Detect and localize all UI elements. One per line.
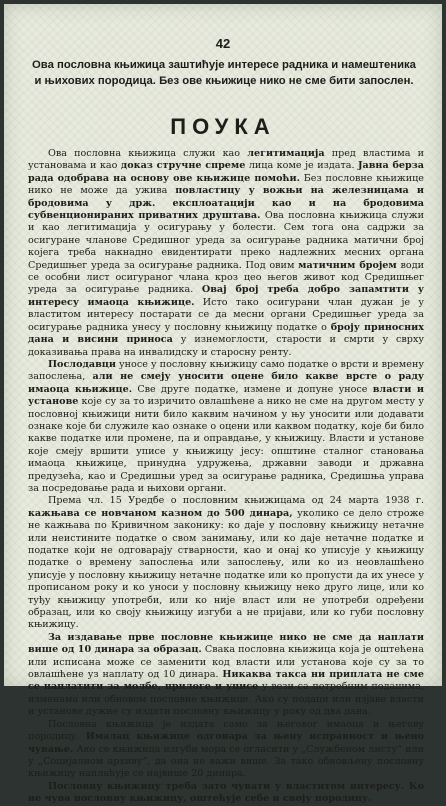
text-run: власти и установе [28, 383, 424, 408]
text-run: у вези са потребним подацима, изменама или обновом пословне књижице. Ако су подаци или изјаве власти и установе дужне су издати пословну књижицу у року од два дана. [28, 681, 425, 718]
text-run: повластицу у вожњи на железницама и бродовима у држ. експлоатацији као и на бродовима субвенционираних приватних друштава. [28, 185, 424, 222]
text-run: Пословну књижицу треба зато чувати у властитом интересу. Ко не чува пословну књижицу, оштећује себе и своју породицу. [28, 780, 424, 805]
paragraph-closing-warning [28, 781, 424, 806]
paragraph-issuance-fees [28, 632, 424, 719]
text-run: које су за то изричито овлашћене а нико не сме на другом месту у пословној књижици нити било каквим начином у њу уносити или додавати ознаке које би служиле као ознаке о оцени или каквом податку, које би било какве податке или промене, па и оправдање, у књижицу. Власти и установе које смеју вршити уписе у књижицу јесу: општине сталног становања имаоца књижице, принудна удружења, државни заводи и државна предузећа, као и Средишњи уред за осигурање радника, Средишња управа за посредовање рада и њихови органи. [28, 396, 424, 494]
text-run: доказ стручне спреме [120, 160, 246, 172]
text-run: Ако се књижица изгуби мора се огласити у „Службеном листу“ или у „Социјалном архиву“, да она не важи више. За тако обновљену пословну књижицу наплаћује се највише 20 динара. [28, 743, 424, 780]
text-run: Пословна књижица је издата само за његовог имаоца и његову породицу. [28, 718, 424, 743]
paragraph-legitimation [28, 148, 424, 359]
text-run: Овај број треба добро запамтити у интересу имаоца књижице. [28, 284, 425, 308]
text-run: кажњава се новчаном казном до 500 динара, [28, 507, 293, 519]
text-run: За издавање прве пословне књижице нико не сме да наплати више од 10 динара за образац. [28, 631, 424, 656]
paragraph-owner-responsibility [28, 719, 424, 781]
text-run: Без пословне књижице нико не може да ужива [28, 172, 424, 197]
intro-notice: Ова пословна књижица заштићује интересе радника и намештеника и њихових породица. Без ове књижице нико не сме бити запослен. [32, 59, 416, 87]
text-run: Послодавци [48, 358, 116, 370]
paragraph-penalties [28, 495, 424, 631]
text-run: Ова пословна књижица служи као [48, 148, 248, 159]
text-run: Према чл. 15 Уредбе о пословним књижицама од 24 марта 1938 г. [48, 495, 424, 507]
text-run: уколико се дело строже не кажњава по Кривичном законику: ко даје у пословну књижицу нетачне или неистините податке о свом занимању, или ко даје нетачне податке и податке који не одговарају стварности, као и онај ко уписује у књижицу податке о времену запослења или запослењу, или ко из неовлашћено уписује у пословну књижицу нетачне податке или ко пропусти да их унесе у прописаном року и ко уноси у пословну књижицу неко друго лице, или ко туђу књижицу употреби, или ко није власт или не употреби одређени образац, или ко своју књижицу изгуби а не пријави, или ко губи пословну књижицу. [28, 507, 424, 631]
paragraph-employers [28, 359, 424, 495]
page-number: 42 [215, 36, 231, 51]
page-title: ПОУКА [170, 114, 276, 139]
text-run: пред властима и установама и као [28, 148, 424, 172]
text-run: у изнемоглости, старости и смрти у сврху доказивања права на инвалидску и старосну ренту. [28, 334, 425, 358]
text-run: уносе у пословну књижицу само податке о врсти и времену запослења, [28, 358, 424, 383]
text-run: води се особни лист осигураног члана кроз цео његов живот код Средишњег уреда за осигурање радника. [28, 259, 424, 296]
text-run: Исто тако осигурани члан дужан је у властитом интересу постарати се да месни органи Средишњег уреда за осигурање радника унесу у пословну књижицу податке о [28, 296, 424, 333]
text-run: Свака пословна књижица која је оштећена или исписана може се заменити код власти или установа које су за то овлашћене уз наплату од 10 динара. [28, 644, 424, 681]
text-run: али не смеју уносити оцене било какве врсте о раду имаоца књижице. [28, 371, 424, 395]
text-run: легитимација [247, 148, 325, 159]
text-run: лица коме је издата. [245, 160, 359, 172]
document-page [4, 4, 442, 805]
text-run: Јавна берза рада одобрава на основу ове књижице помоћи. [28, 160, 424, 184]
text-run: Ова пословна књижица служи и као легитимација у осигурању у болести. Сем тога она садржи за осигуране чланове Средишног уреда за осигурање радника матични број којега треба накнадно евидентирати преко надлежних месних органа Средишњег уреда за осигурање радника. Под овим [28, 210, 425, 271]
text-run: броју приносних дана и висини приноса [28, 321, 424, 346]
text-run: Све друге податке, измене и допуне уносе [132, 383, 373, 395]
text-run: Никаква такса ни приплата не сме се наплатити за молбе, прилоге и уписе [28, 669, 424, 693]
text-run: Ималац књижице одговара за њену исправност и њено чување. [28, 731, 424, 755]
instructions-body [28, 148, 424, 806]
text-run: матичним бројем [298, 259, 397, 271]
